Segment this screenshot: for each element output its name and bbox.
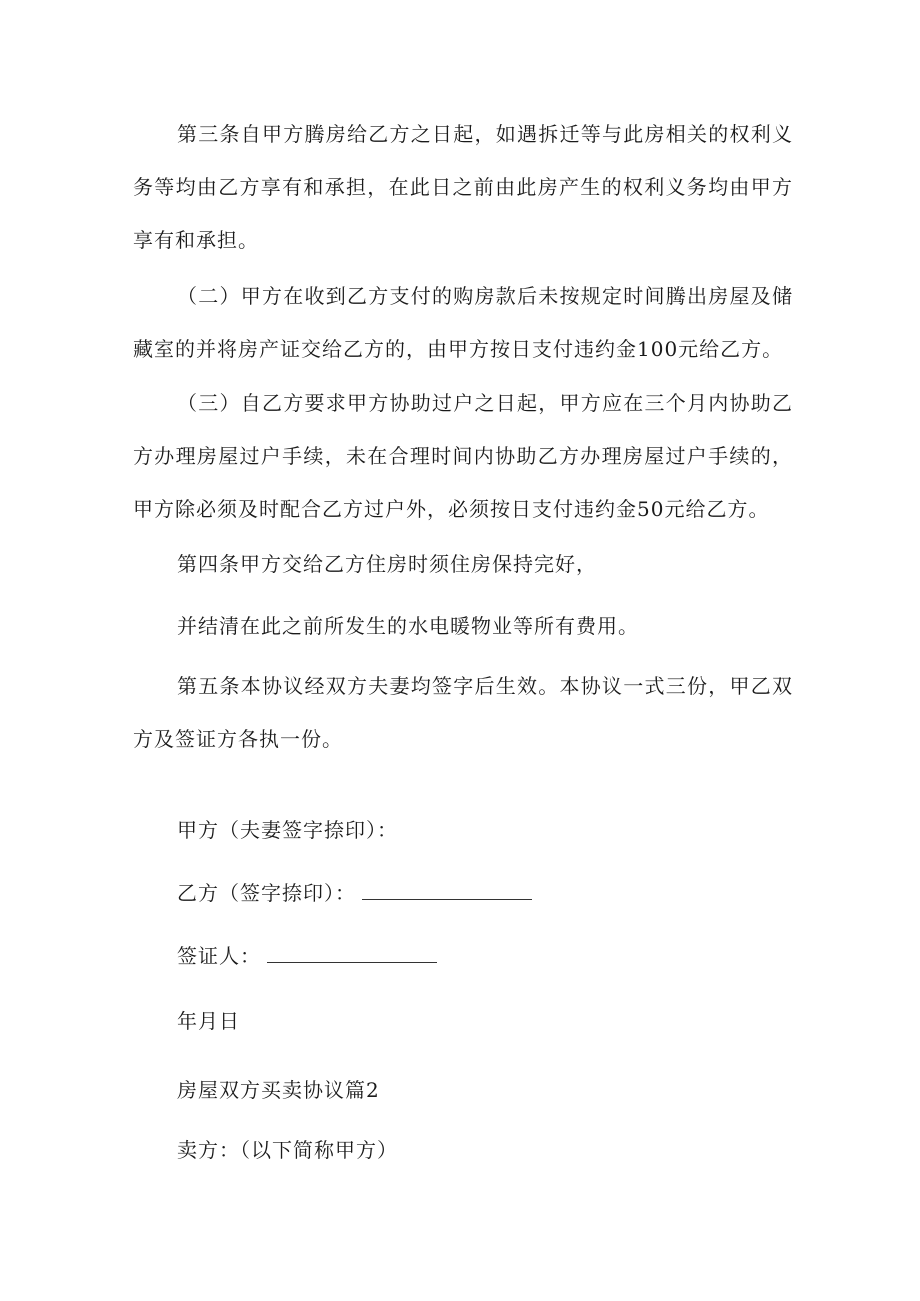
party-b-signature-blank <box>362 879 532 900</box>
party-b-signature-label: 乙方（签字捺印）： <box>177 881 356 905</box>
clause-2-paragraph: （二）甲方在收到乙方支付的购房款后未按规定时间腾出房屋及储藏室的并将房产证交给乙方的，由甲方按日支付违约金100元给乙方。 <box>133 284 793 361</box>
article-3-paragraph: 第三条自甲方腾房给乙方之日起，如遇拆迁等与此房相关的权利义务等均由乙方享有和承担，在此日之前由此房产生的权利义务均由甲方享有和承担。 <box>133 122 793 252</box>
article-4-line-2: 并结清在此之前所发生的水电暖物业等所有费用。 <box>177 614 639 638</box>
date-line: 年月日 <box>177 1009 240 1033</box>
witness-signature-label: 签证人： <box>177 944 261 968</box>
seller-line: 卖方：（以下简称甲方） <box>177 1138 398 1162</box>
witness-signature-blank <box>267 942 437 963</box>
article-4-line-1: 第四条甲方交给乙方住房时须住房保持完好， <box>177 552 597 576</box>
party-a-signature-label: 甲方（夫妻签字捺印）： <box>177 818 398 842</box>
party-b-signature-line <box>177 878 532 908</box>
next-agreement-title: 房屋双方买卖协议篇2 <box>177 1078 380 1102</box>
party-a-signature-line <box>177 815 398 845</box>
clause-3-paragraph: （三）自乙方要求甲方协助过户之日起，甲方应在三个月内协助乙方办理房屋过户手续，未在合理时间内协助乙方办理房屋过户手续的，甲方除必须及时配合乙方过户外，必须按日支付违约金50元给乙方。 <box>133 391 793 521</box>
witness-signature-line <box>177 941 437 971</box>
article-5-paragraph: 第五条本协议经双方夫妻均签字后生效。本协议一式三份，甲乙双方及签证方各执一份。 <box>133 674 793 751</box>
